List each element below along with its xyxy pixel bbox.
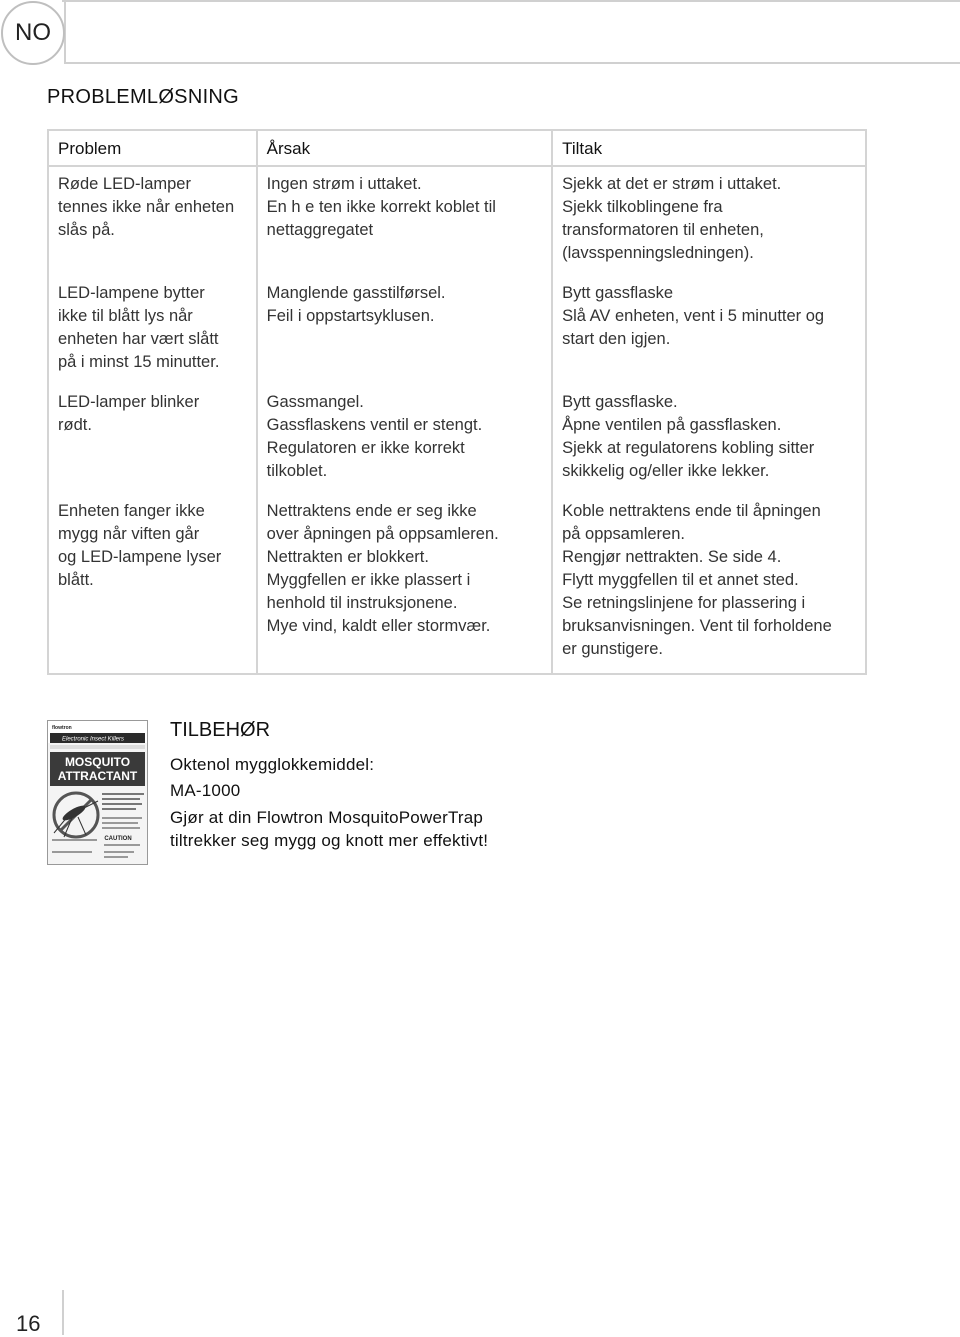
cause-cell [257, 494, 552, 674]
troubleshooting-title: PROBLEMLØSNING [47, 86, 240, 108]
action-text: Sjekk at det er strøm i uttaket. Sjekk tilkoblingene fra transformatoren til enheten, (lavsspenningsledningen). [562, 175, 782, 262]
action-text: Bytt gassflaske Slå AV enheten, vent i 5 minutter og start den igjen. [562, 284, 825, 348]
column-header-action: Tiltak [552, 130, 866, 166]
package-name-line1: MOSQUITO [64, 755, 131, 769]
problem-cell [48, 166, 257, 276]
column-header-problem: Problem [48, 130, 257, 166]
cause-cell [257, 166, 552, 276]
action-cell [552, 494, 866, 674]
cause-text: Ingen strøm i uttaket. En h e ten ikke korrekt koblet til nettaggregatet [266, 175, 496, 239]
accessory-description-line: tiltrekker seg mygg og knott mer effektivt! [170, 831, 489, 850]
package-illustration [48, 721, 147, 864]
cause-cell [257, 276, 552, 385]
table-row [48, 276, 866, 385]
problem-cell [48, 494, 257, 674]
language-badge: NO [1, 1, 65, 65]
action-text: Bytt gassflaske. Åpne ventilen på gassflasken. Sjekk at regulatorens kobling sitter skikkelig og/eller ikke lekker. [562, 393, 815, 480]
package-name-line2: ATTRACTANT [57, 769, 138, 783]
cause-text: Gassmangel. Gassflaskens ventil er stengt. Regulatoren er ikke korrekt tilkoblet. [266, 393, 483, 480]
cause-text: Nettraktens ende er seg ikke over åpningen på oppsamleren. Nettrakten er blokkert. Myggfellen er ikke plassert i henhold til instruksjonene. Mye vind, kaldt eller stormvær. [266, 502, 499, 635]
table-row [48, 166, 866, 276]
footer-rule [62, 1290, 64, 1335]
package-heading: Electronic Insect Killers [62, 736, 125, 743]
cause-text: Manglende gasstilførsel. Feil i oppstartsyklusen. [266, 284, 446, 325]
table-header-row [48, 130, 866, 166]
table-row [48, 385, 866, 494]
accessories-title: TILBEHØR [170, 719, 271, 741]
accessory-description-line: Gjør at din Flowtron MosquitoPowerTrap [170, 808, 484, 827]
action-cell [552, 276, 866, 385]
action-cell [552, 385, 866, 494]
mosquito-attractant-package-image [47, 720, 148, 865]
accessory-model-number: MA-1000 [170, 781, 241, 800]
problem-cell [48, 276, 257, 385]
action-text: Koble nettraktens ende til åpningen på oppsamleren. Rengjør nettrakten. Se side 4. Flytt myggfellen til et annet sted. Se retningslinjene for plassering i bruksanvisningen. Vent til forholdene er gunstigere. [562, 502, 832, 658]
package-brand: flowtron [52, 725, 72, 731]
problem-text: Enheten fanger ikke mygg når viften går og LED-lampene lyser blått. [58, 502, 222, 589]
package-warning: CAUTION [104, 836, 132, 842]
accessory-description-line: Oktenol mygglokkemiddel: [170, 755, 375, 774]
problem-cell [48, 385, 257, 494]
troubleshooting-table [47, 129, 867, 675]
action-cell [552, 166, 866, 276]
table-row [48, 494, 866, 674]
problem-text: Røde LED-lamper tennes ikke når enheten slås på. [58, 175, 235, 239]
problem-text: LED-lamper blinker rødt. [58, 393, 200, 434]
cause-cell [257, 385, 552, 494]
header-frame [64, 0, 960, 64]
problem-text: LED-lampene bytter ikke til blått lys når enheten har vært slått på i minst 15 minutter. [58, 284, 220, 371]
column-header-cause: Årsak [257, 130, 552, 166]
page-number: 16 [16, 1311, 41, 1336]
